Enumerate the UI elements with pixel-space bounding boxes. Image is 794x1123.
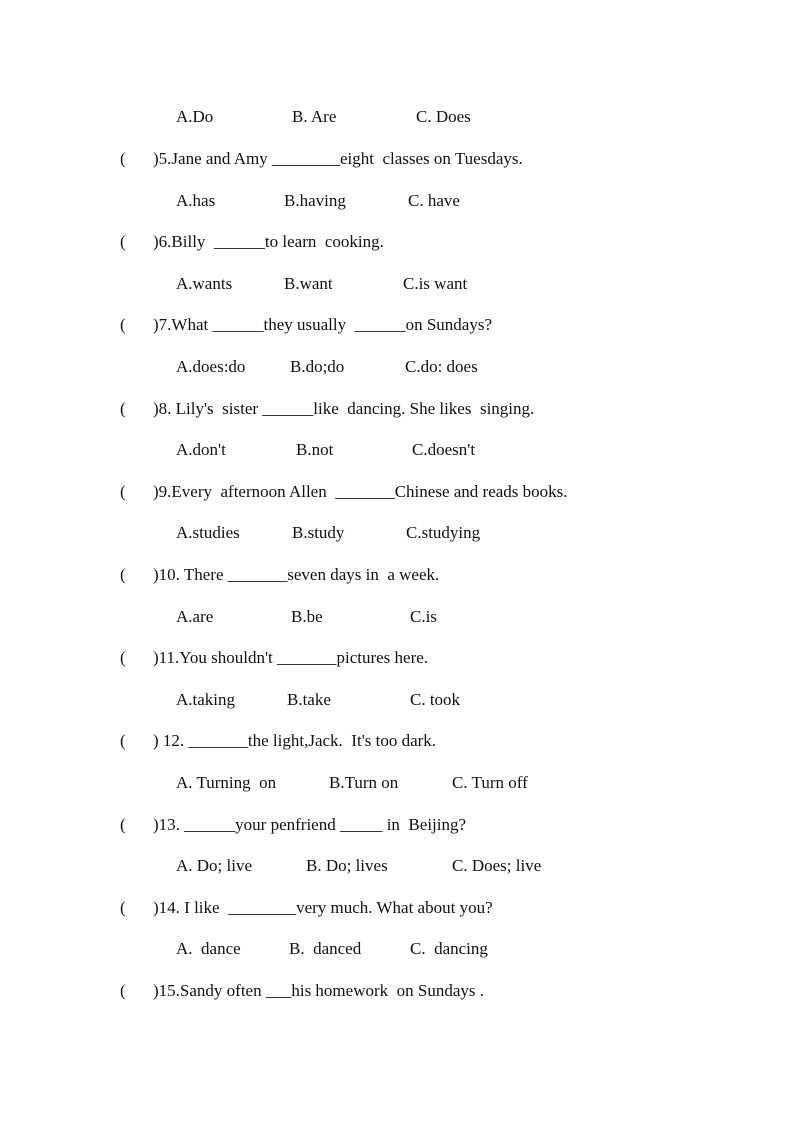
option-a: A.has xyxy=(176,191,216,210)
question-stem: )13. ______your penfriend _____ in Beijing? xyxy=(153,815,467,834)
option-c: C. have xyxy=(408,191,460,210)
option-b: B.study xyxy=(292,523,345,542)
option-b: B.Turn on xyxy=(329,773,399,792)
answer-paren: ( xyxy=(120,898,126,917)
option-b: B. danced xyxy=(289,939,362,958)
option-a: A.don't xyxy=(176,440,226,459)
answer-paren: ( xyxy=(120,648,126,667)
answer-paren: ( xyxy=(120,315,126,334)
option-b: B.do;do xyxy=(290,357,345,376)
option-c: C.studying xyxy=(406,523,481,542)
option-a: A. dance xyxy=(176,939,241,958)
option-b: B.want xyxy=(284,274,333,293)
answer-paren: ( xyxy=(120,981,126,1000)
option-a: A.does:do xyxy=(176,357,246,376)
option-a: A.taking xyxy=(176,690,236,709)
question-stem: ) 12. _______the light,Jack. It's too dark. xyxy=(153,731,437,750)
option-c: C. took xyxy=(410,690,461,709)
option-a: A.Do xyxy=(176,107,214,126)
option-c: C.doesn't xyxy=(412,440,476,459)
option-c: C. Turn off xyxy=(452,773,528,792)
option-c: C. Does; live xyxy=(452,856,542,875)
option-a: A.studies xyxy=(176,523,240,542)
option-b: B. Do; lives xyxy=(306,856,388,875)
question-stem: )15.Sandy often ___his homework on Sundays . xyxy=(153,981,485,1000)
answer-paren: ( xyxy=(120,815,126,834)
question-stem: )11.You shouldn't _______pictures here. xyxy=(153,648,429,667)
question-stem: )6.Billy ______to learn cooking. xyxy=(153,232,384,251)
answer-paren: ( xyxy=(120,149,126,168)
question-stem: )9.Every afternoon Allen _______Chinese and reads books. xyxy=(153,482,568,501)
option-a: A. Turning on xyxy=(176,773,277,792)
question-stem: )10. There _______seven days in a week. xyxy=(153,565,440,584)
option-c: C.is xyxy=(410,607,437,626)
option-c: C.is want xyxy=(403,274,468,293)
answer-paren: ( xyxy=(120,731,126,750)
option-c: C. dancing xyxy=(410,939,488,958)
option-c: C.do: does xyxy=(405,357,478,376)
option-a: A.are xyxy=(176,607,214,626)
option-b: B. Are xyxy=(292,107,337,126)
answer-paren: ( xyxy=(120,232,126,251)
option-a: A. Do; live xyxy=(176,856,253,875)
option-a: A.wants xyxy=(176,274,233,293)
question-stem: )14. I like ________very much. What about you? xyxy=(153,898,493,917)
option-b: B.take xyxy=(287,690,331,709)
question-stem: )8. Lily's sister ______like dancing. She likes singing. xyxy=(153,399,535,418)
question-stem: )7.What ______they usually ______on Sundays? xyxy=(153,315,493,334)
question-stem: )5.Jane and Amy ________eight classes on Tuesdays. xyxy=(153,149,523,168)
answer-paren: ( xyxy=(120,399,126,418)
option-b: B.be xyxy=(291,607,323,626)
option-b: B.not xyxy=(296,440,334,459)
answer-paren: ( xyxy=(120,565,126,584)
option-b: B.having xyxy=(284,191,346,210)
answer-paren: ( xyxy=(120,482,126,501)
option-c: C. Does xyxy=(416,107,471,126)
